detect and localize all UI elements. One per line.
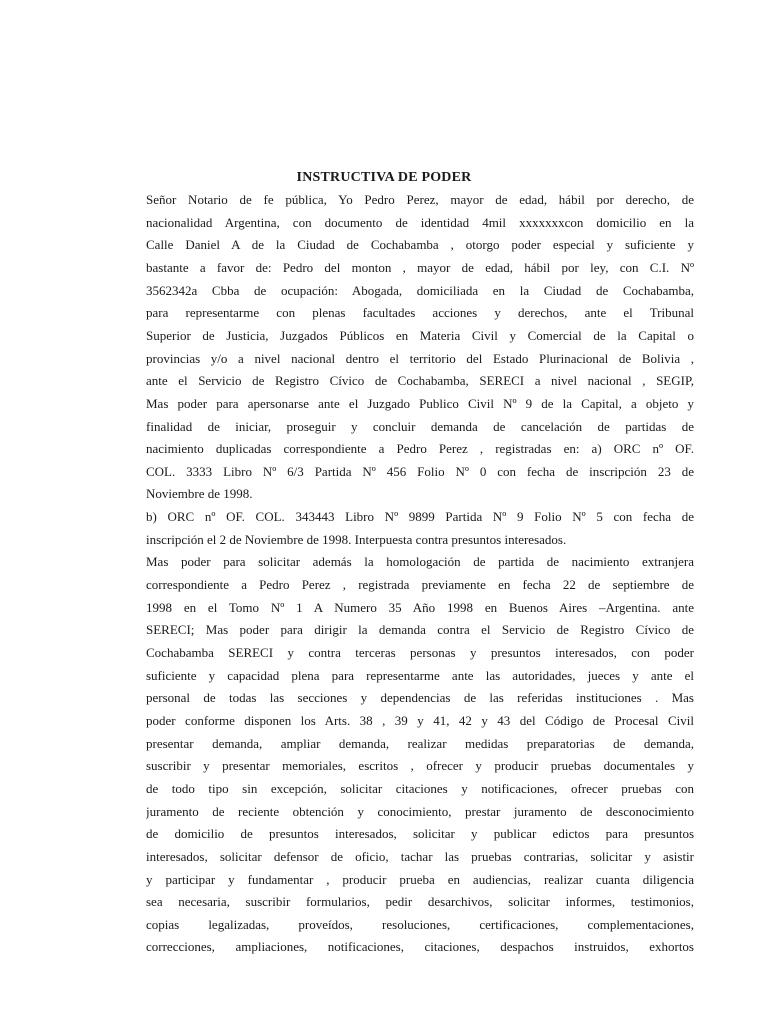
body-line: de domicilio de presuntos interesados, solicitar y publicar edictos para presuntos bbox=[146, 826, 694, 842]
body-line: interesados, solicitar defensor de oficio, tachar las pruebas contrarias, solicitar y asistir bbox=[146, 848, 694, 864]
body-line: SERECI; Mas poder para dirigir la demanda contra el Servicio de Registro Cívico de bbox=[146, 622, 694, 638]
body-line: Calle Daniel A de la Ciudad de Cochabamba , otorgo poder especial y suficiente y bbox=[146, 237, 694, 253]
body-line: correspondiente a Pedro Perez , registrada previamente en fecha 22 de septiembre de bbox=[146, 577, 694, 593]
body-line: Superior de Justicia, Juzgados Públicos en Materia Civil y Comercial de la Capital o bbox=[146, 327, 694, 343]
body-line: nacimiento duplicadas correspondiente a Pedro Perez , registradas en: a) ORC nº OF. bbox=[146, 441, 694, 457]
body-line: personal de todas las secciones y dependencias de las referidas instituciones . Mas bbox=[146, 690, 694, 706]
body-line: inscripción el 2 de Noviembre de 1998. Interpuesta contra presuntos interesados. bbox=[146, 531, 567, 547]
body-line: provincias y/o a nivel nacional dentro el territorio del Estado Plurinacional de Bolivia , bbox=[146, 350, 694, 366]
body-line: copias legalizadas, proveídos, resoluciones, certificaciones, complementaciones, bbox=[146, 916, 694, 932]
body-line: Cochabamba SERECI y contra terceras personas y presuntos interesados, con poder bbox=[146, 645, 694, 660]
body-line: sea necesaria, suscribir formularios, pedir desarchivos, solicitar informes, testimonios, bbox=[146, 894, 694, 910]
body-line: finalidad de iniciar, proseguir y concluir demanda de cancelación de partidas de bbox=[146, 418, 694, 434]
body-line: poder conforme disponen los Arts. 38 , 39 y 41, 42 y 43 del Código de Procesal Civil bbox=[146, 712, 694, 728]
body-line: juramento de reciente obtención y conocimiento, prestar juramento de desconocimiento bbox=[146, 803, 694, 819]
body-line: nacionalidad Argentina, con documento de identidad 4mil xxxxxxxcon domicilio en la bbox=[146, 214, 694, 230]
body-line: y participar y fundamentar , producir prueba en audiencias, realizar cuanta diligencia bbox=[146, 871, 694, 887]
body-line: 3562342a Cbba de ocupación: Abogada, domiciliada en la Ciudad de Cochabamba, bbox=[146, 282, 694, 298]
body-line: bastante a favor de: Pedro del monton , mayor de edad, hábil por ley, con C.I. Nº bbox=[146, 259, 694, 275]
body-line: suscribir y presentar memoriales, escritos , ofrecer y producir pruebas documentales y bbox=[146, 758, 694, 774]
body-line: correcciones, ampliaciones, notificaciones, citaciones, despachos instruidos, exhortos bbox=[146, 939, 694, 955]
body-line: b) ORC nº OF. COL. 343443 Libro Nº 9899 Partida Nº 9 Folio Nº 5 con fecha de bbox=[146, 509, 694, 525]
body-line: presentar demanda, ampliar demanda, realizar medidas preparatorias de demanda, bbox=[146, 735, 694, 751]
body-line: suficiente y capacidad plena para representarme ante las autoridades, jueces y ante el bbox=[146, 667, 694, 683]
body-line: Señor Notario de fe pública, Yo Pedro Perez, mayor de edad, hábil por derecho, de bbox=[146, 192, 694, 207]
body-line: 1998 en el Tomo Nº 1 A Numero 35 Año 1998 en Buenos Aires –Argentina. ante bbox=[146, 599, 694, 615]
document-title: INSTRUCTIVA DE PODER bbox=[296, 170, 472, 185]
body-line: Mas poder para apersonarse ante el Juzgado Publico Civil Nº 9 de la Capital, a objeto y bbox=[146, 395, 694, 411]
body-line: COL. 3333 Libro Nº 6/3 Partida Nº 456 Folio Nº 0 con fecha de inscripción 23 de bbox=[146, 463, 694, 479]
body-line: para representarme con plenas facultades acciones y derechos, ante el Tribunal bbox=[146, 305, 694, 321]
body-line: Noviembre de 1998. bbox=[146, 486, 253, 502]
body-line: Mas poder para solicitar además la homologación de partida de nacimiento extranjera bbox=[146, 554, 694, 570]
body-line: de todo tipo sin excepción, solicitar citaciones y notificaciones, ofrecer pruebas con bbox=[146, 780, 694, 796]
body-line: ante el Servicio de Registro Cívico de Cochabamba, SERECI a nivel nacional , SEGIP, bbox=[146, 373, 694, 389]
